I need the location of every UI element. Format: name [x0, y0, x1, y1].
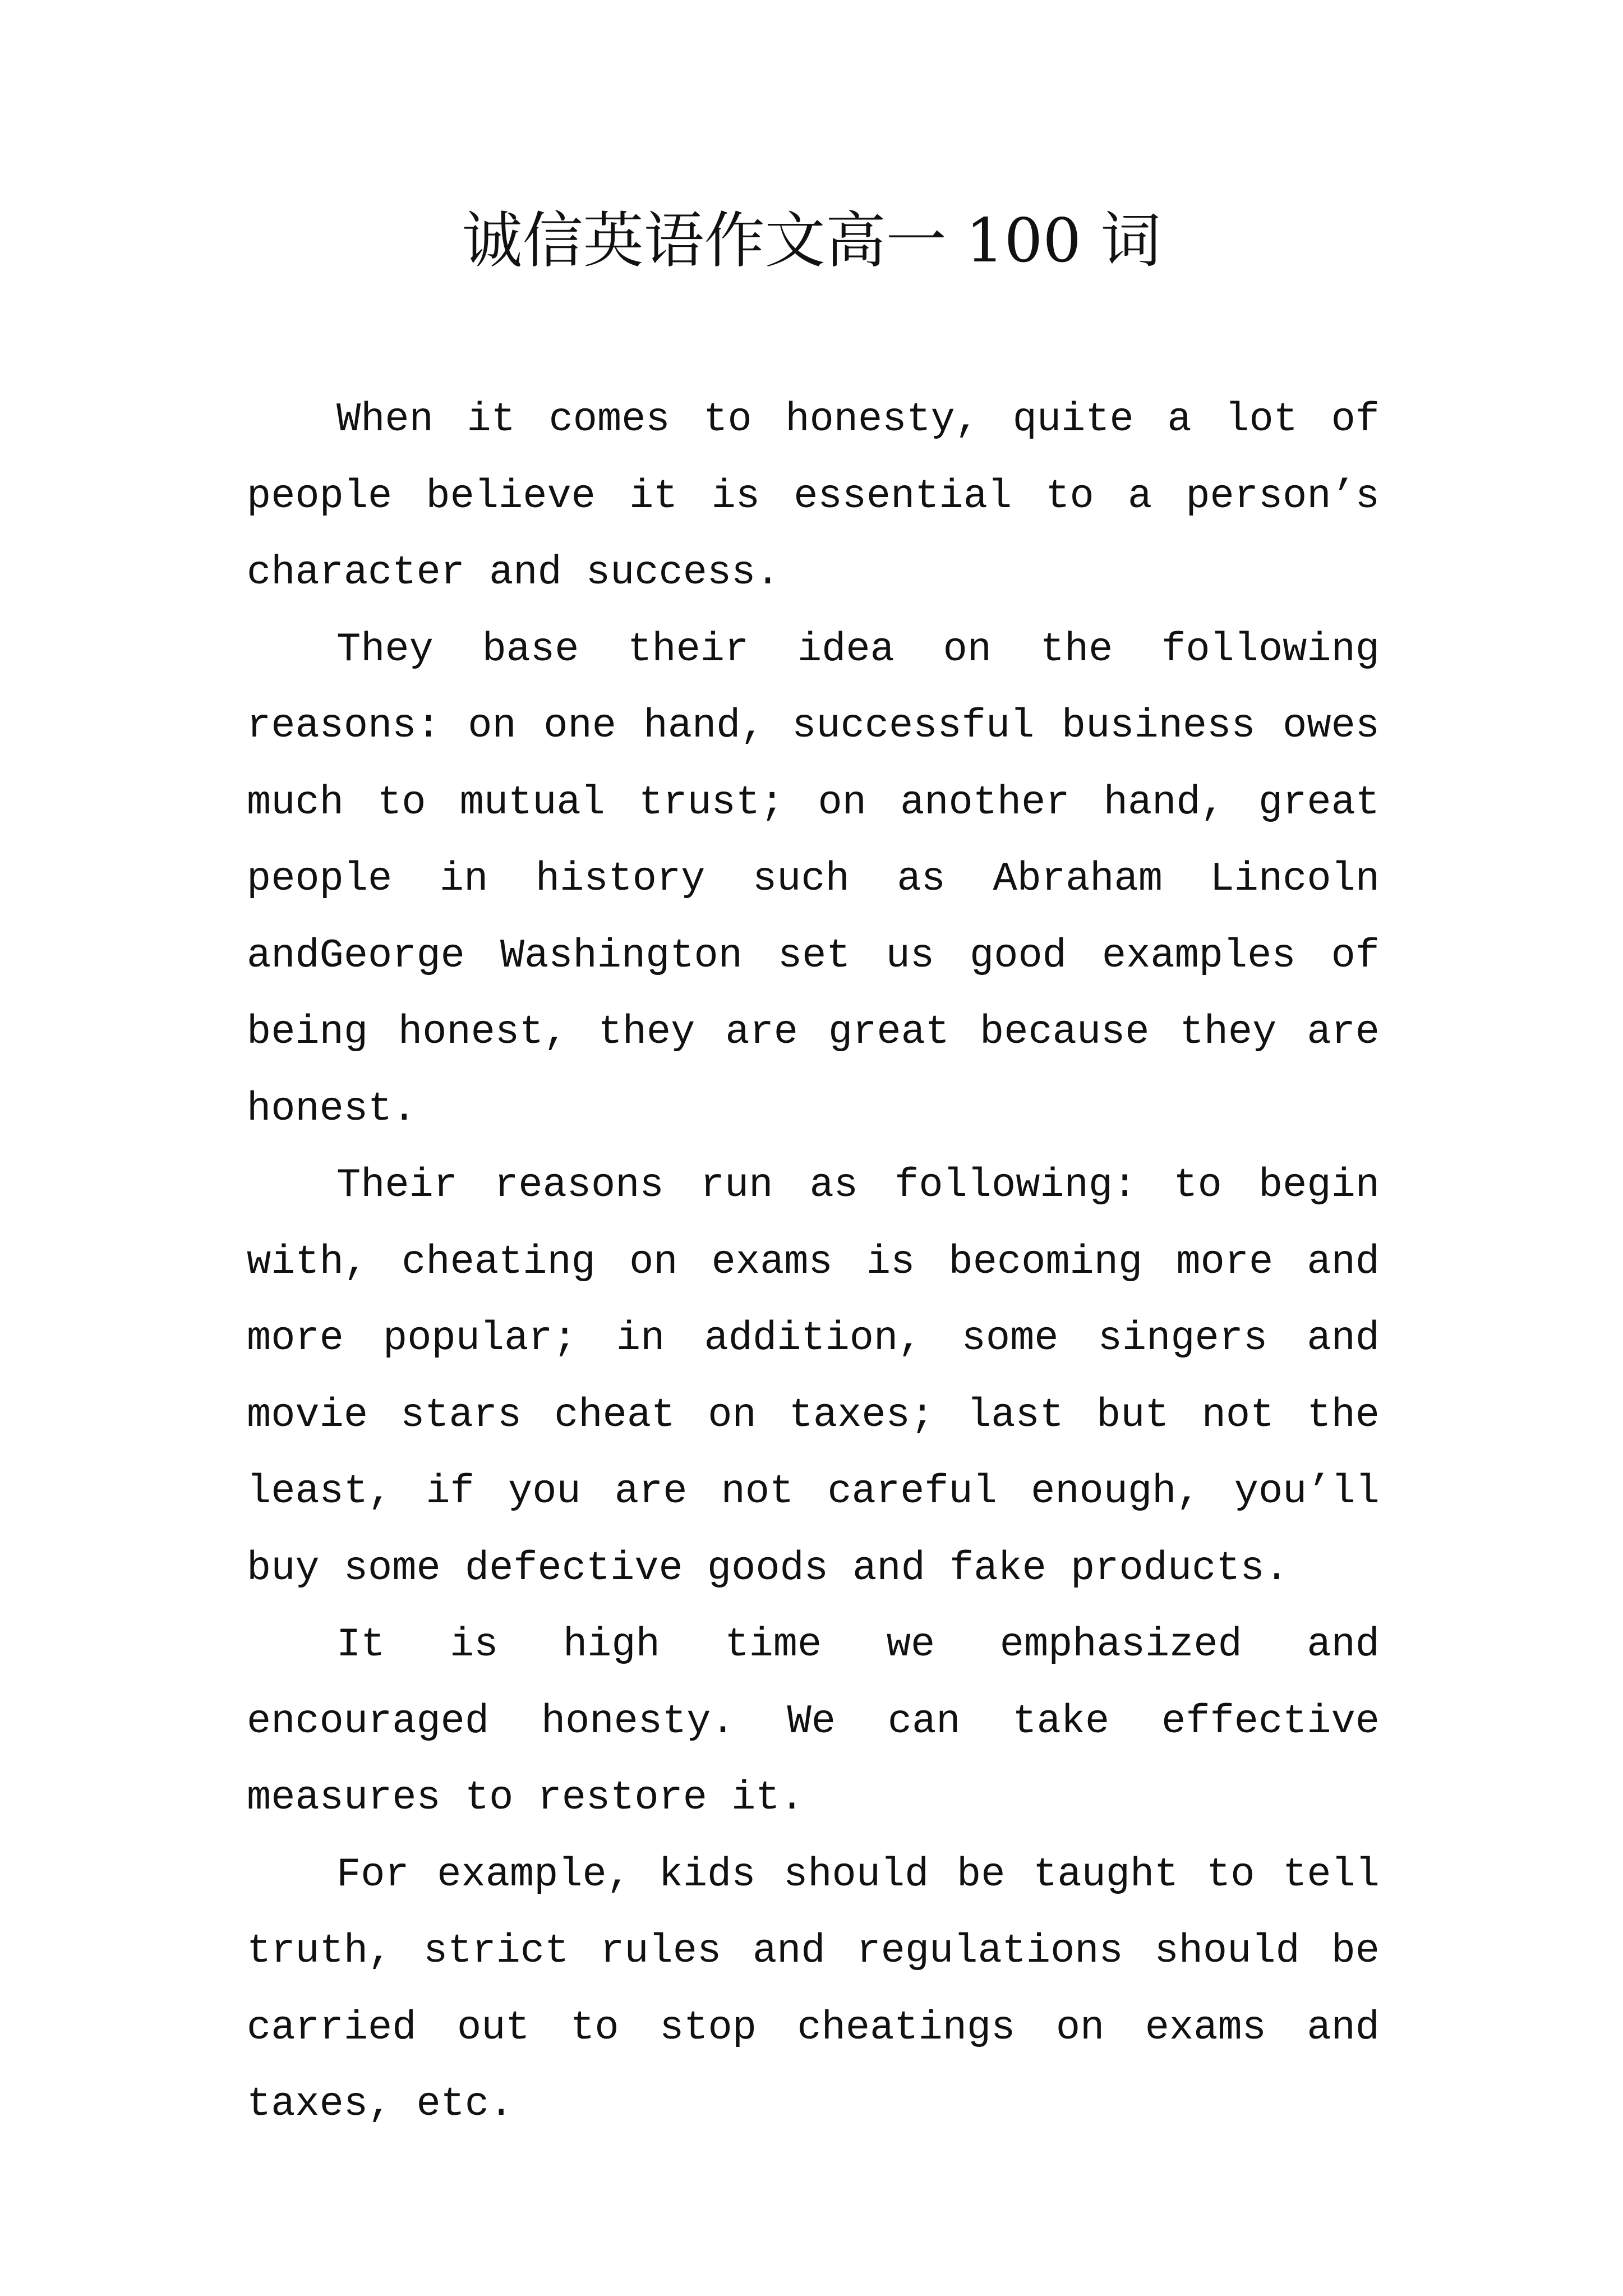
paragraph-5: For example, kids should be taught to tell truth, strict rules and regulations should be carried out to stop cheatings on exams and taxes, etc.: [247, 1851, 1380, 2127]
paragraph-4: It is high time we emphasized and encouraged honesty. We can take effective measures to restore it.: [247, 1622, 1380, 1821]
document-body: [247, 381, 1380, 2143]
paragraph-2: They base their idea on the following reasons: on one hand, successful business owes much to mutual trust; on another hand, great people in history such as Abraham Lincoln andGeorge Washington set us good examples of being honest, they are great because they are honest.: [247, 626, 1380, 1132]
paragraph-3: Their reasons run as following: to begin with, cheating on exams is becoming more and more popular; in addition, some singers and movie stars cheat on taxes; last but not the least, if you are not careful enough, you’ll buy some defective goods and fake products.: [247, 1162, 1380, 1591]
document-title: 诚信英语作文高一 100 词: [462, 206, 1161, 276]
paragraph-1: When it comes to honesty, quite a lot of people believe it is essential to a person’s character and success.: [247, 397, 1380, 596]
